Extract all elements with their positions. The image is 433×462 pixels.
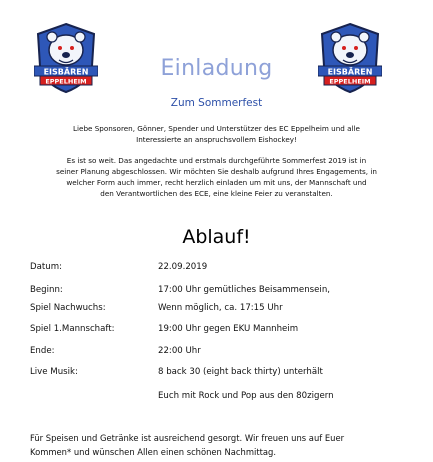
intro-line: den Verantwortlichen des ECE, eine kleine Feier zu veranstalten. xyxy=(100,189,333,198)
closing-text xyxy=(30,431,419,459)
schedule-row-date xyxy=(30,262,420,278)
schedule-value: 22:00 Uhr xyxy=(158,346,201,356)
schedule-value: Wenn möglich, ca. 17:15 Uhr xyxy=(158,303,283,313)
schedule-row-live-music xyxy=(30,367,420,383)
schedule-label: Ende: xyxy=(30,346,55,356)
schedule-row-youth-game xyxy=(30,303,420,319)
intro-paragraph-1 xyxy=(22,123,411,145)
schedule-value: 22.09.2019 xyxy=(158,262,208,272)
schedule-label: Datum: xyxy=(30,262,62,272)
schedule-label: Spiel 1.Mannschaft: xyxy=(30,324,115,334)
intro-line: Liebe Sponsoren, Gönner, Spender und Unterstützer des EC Eppelheim und alle xyxy=(73,124,360,133)
schedule-label: Beginn: xyxy=(30,285,63,295)
schedule-value: 19:00 Uhr gegen EKU Mannheim xyxy=(158,324,299,334)
intro-line: welcher Form auch immer, recht herzlich einladen um mit uns, der Mannschaft und xyxy=(66,178,367,187)
schedule-value: 8 back 30 (eight back thirty) unterhält xyxy=(158,367,323,377)
closing-line: Kommen* und wünschen Allen einen schönen Nachmittag. xyxy=(30,447,277,457)
live-music-note: Euch mit Rock und Pop aus den 80zigern xyxy=(158,391,334,401)
schedule-label: Spiel Nachwuchs: xyxy=(30,303,106,313)
intro-line: seiner Planung abgeschlossen. Wir möchten Sie deshalb aufgrund Ihres Engagements, in xyxy=(56,167,377,176)
page-title: Einladung xyxy=(160,56,273,81)
schedule-row-start xyxy=(30,285,420,301)
logo-text-top: EISBÄREN xyxy=(327,67,373,77)
schedule-row-end xyxy=(30,346,420,362)
closing-line: Für Speisen und Getränke ist ausreichend gesorgt. Wir freuen uns auf Euer xyxy=(30,433,345,443)
logo-text-bottom: EPPELHEIM xyxy=(45,77,87,86)
intro-line: Interessierte an anspruchsvollem Eishockey! xyxy=(136,135,297,144)
schedule-row-first-team-game xyxy=(30,324,420,340)
intro-line: Es ist so weit. Das angedachte und erstmals durchgeführte Sommerfest 2019 ist in xyxy=(66,156,367,165)
logo-text-top: EISBÄREN xyxy=(43,67,89,77)
intro-paragraph-2 xyxy=(22,155,411,199)
schedule-label: Live Musik: xyxy=(30,367,78,377)
schedule-value: 17:00 Uhr gemütliches Beisammensein, xyxy=(158,285,330,295)
logo-text-bottom: EPPELHEIM xyxy=(329,77,371,86)
page-subtitle: Zum Sommerfest xyxy=(170,97,263,109)
schedule-heading: Ablauf! xyxy=(182,226,251,248)
